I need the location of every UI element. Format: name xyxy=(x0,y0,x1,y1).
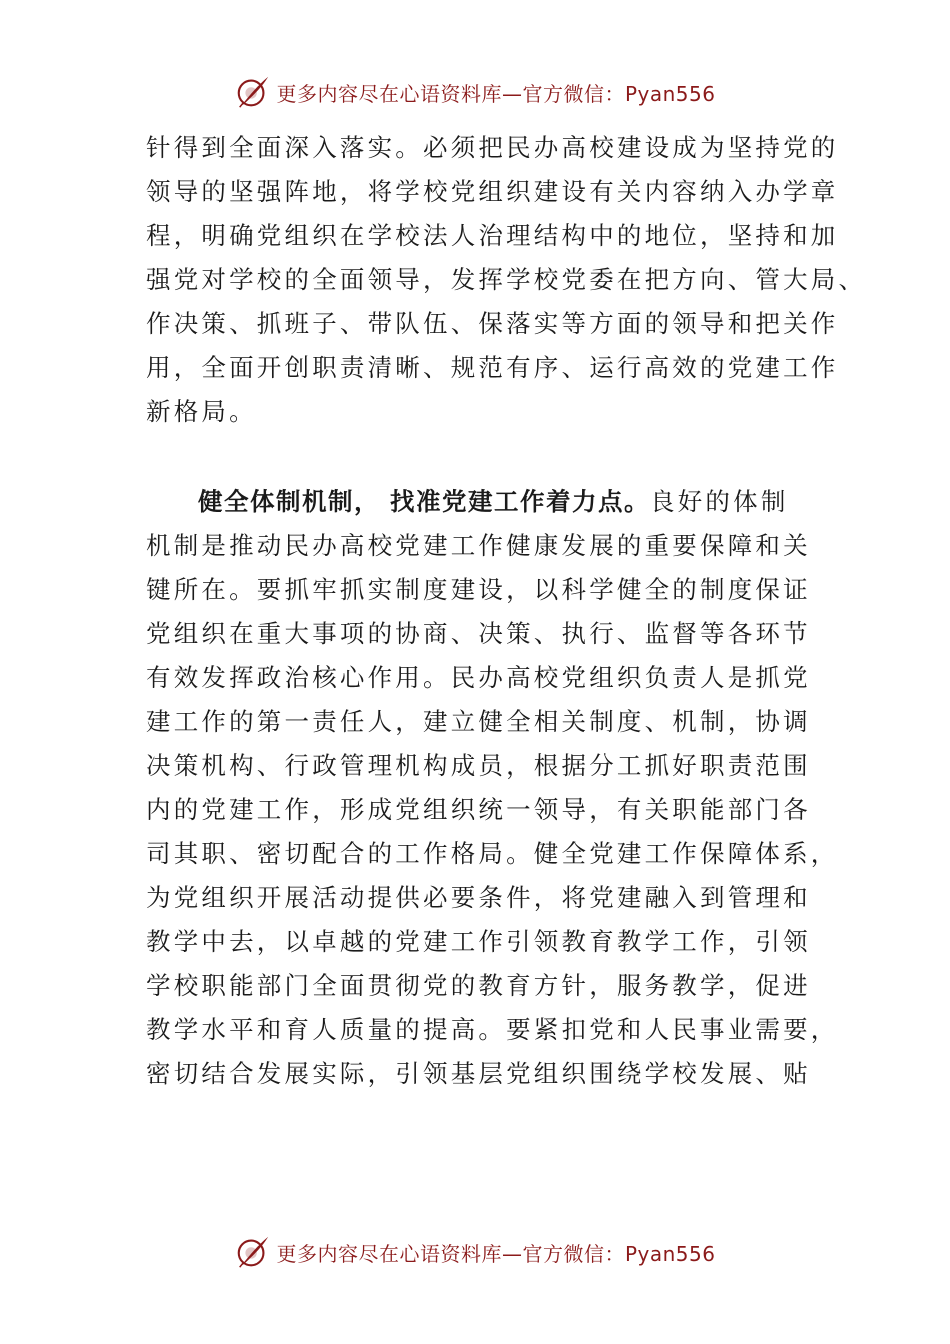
footer-banner xyxy=(0,1230,950,1274)
text-line: 为党组织开展活动提供必要条件，将党建融入到管理和 xyxy=(146,883,811,912)
text-line: 内的党建工作，形成党组织统一领导，有关职能部门各 xyxy=(146,795,811,824)
header-text: 更多内容尽在心语资料库—官方微信：Pyan556 xyxy=(276,81,716,106)
text-line: 司其职、密切配合的工作格局。健全党建工作保障体系， xyxy=(146,839,839,868)
text-line: 机制是推动民办高校党建工作健康发展的重要保障和关 xyxy=(146,531,811,560)
text-line: 密切结合发展实际，引领基层党组织围绕学校发展、贴 xyxy=(146,1059,811,1088)
text-line: 决策机构、行政管理机构成员，根据分工抓好职责范围 xyxy=(146,751,811,780)
footer-text: 更多内容尽在心语资料库—官方微信：Pyan556 xyxy=(276,1241,716,1266)
section-heading: 健全体制机制， 找准党建工作着力点。 xyxy=(198,487,651,516)
text-line: 用，全面开创职责清晰、规范有序、运行高效的党建工作 xyxy=(146,353,839,382)
text-line: 程，明确党组织在学校法人治理结构中的地位，坚持和加 xyxy=(146,221,839,250)
quill-pen-logo-icon xyxy=(234,73,272,111)
quill-pen-logo-icon xyxy=(234,1233,272,1271)
paragraph-1 xyxy=(146,126,867,434)
text-line: 领导的坚强阵地，将学校党组织建设有关内容纳入办学章 xyxy=(146,177,839,206)
text-line: 建工作的第一责任人，建立健全相关制度、机制，协调 xyxy=(146,707,811,736)
text-line: 键所在。要抓牢抓实制度建设，以科学健全的制度保证 xyxy=(146,575,811,604)
text-line: 党组织在重大事项的协商、决策、执行、监督等各环节 xyxy=(146,619,811,648)
text-line: 教学水平和育人质量的提高。要紧扣党和人民事业需要， xyxy=(146,1015,839,1044)
text-line: 教学中去，以卓越的党建工作引领教育教学工作，引领 xyxy=(146,927,811,956)
text-line: 有效发挥政治核心作用。民办高校党组织负责人是抓党 xyxy=(146,663,811,692)
paragraph-2 xyxy=(146,480,846,1096)
text-line: 新格局。 xyxy=(146,397,257,426)
text-line: 作决策、抓班子、带队伍、保落实等方面的领导和把关作 xyxy=(146,309,839,338)
first-line-rest: 良好的体制 xyxy=(650,487,789,516)
text-line: 针得到全面深入落实。必须把民办高校建设成为坚持党的 xyxy=(146,133,839,162)
first-line xyxy=(146,480,846,524)
text-line: 学校职能部门全面贯彻党的教育方针，服务教学，促进 xyxy=(146,971,811,1000)
header-banner xyxy=(0,70,950,114)
text-line: 强党对学校的全面领导，发挥学校党委在把方向、管大局、 xyxy=(146,265,867,294)
